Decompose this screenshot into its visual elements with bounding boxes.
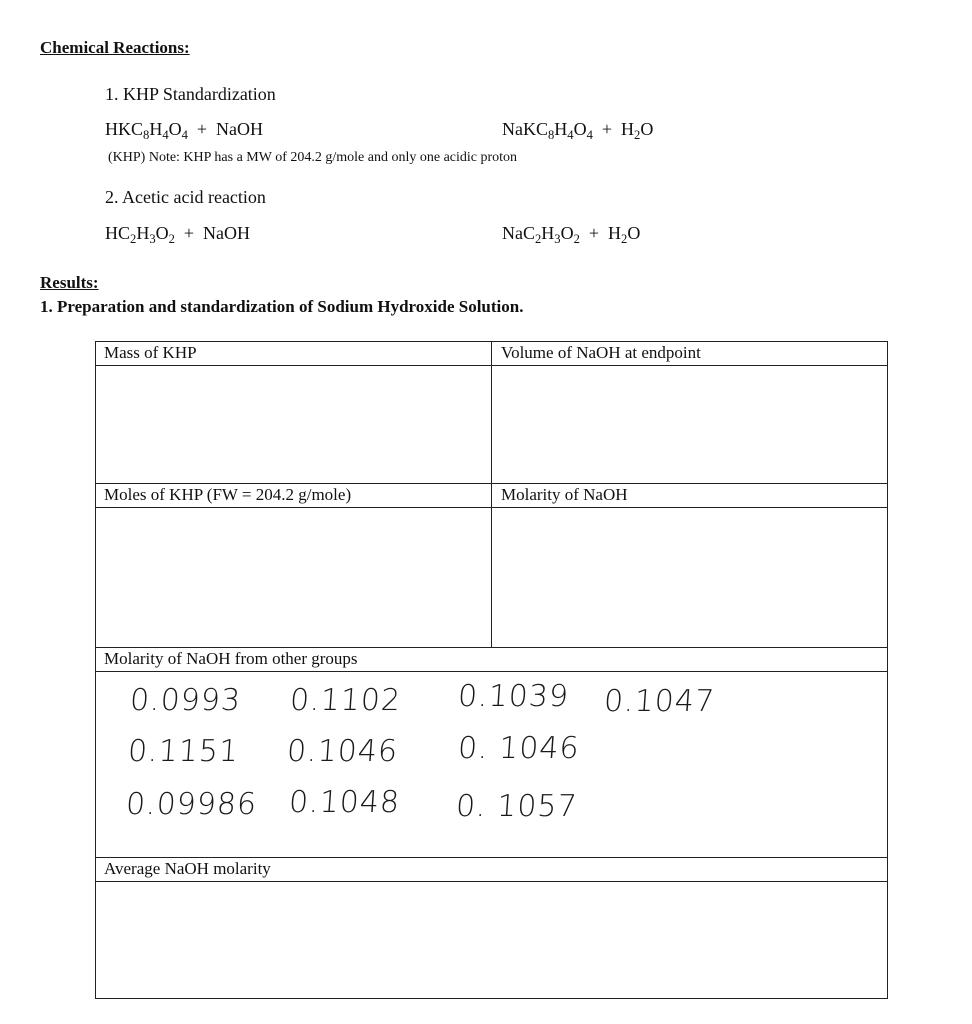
formula-subscript: 2 — [621, 231, 628, 246]
handwritten-value: 0.1048 — [287, 785, 402, 820]
formula-part: HC — [105, 223, 131, 243]
handwritten-value: 0.1039 — [456, 679, 571, 714]
molarity-naoh-label: Molarity of NaOH — [501, 485, 628, 504]
results-subheading: 1. Preparation and standardization of Sodium Hydroxide Solution. — [40, 297, 524, 316]
volume-naoh-label: Volume of NaOH at endpoint — [501, 343, 701, 362]
formula-part: + NaOH — [174, 223, 251, 243]
formula-part: + NaOH — [187, 119, 264, 139]
formula-subscript: 8 — [143, 127, 150, 142]
mass-khp-label: Mass of KHP — [104, 343, 197, 362]
average-molarity-label: Average NaOH molarity — [104, 859, 271, 878]
formula-part: H — [136, 223, 150, 243]
formula-subscript: 3 — [149, 231, 156, 246]
table-border-left — [95, 341, 96, 999]
formula-part: + H — [579, 223, 622, 243]
formula-part: O — [573, 119, 587, 139]
khp-note: (KHP) Note: KHP has a MW of 204.2 g/mole and only one acidic proton — [108, 150, 518, 165]
table-column-divider — [491, 341, 492, 648]
formula-subscript: 4 — [181, 127, 188, 142]
table-line — [95, 671, 888, 672]
formula-part: NaC — [502, 223, 535, 243]
formula-subscript: 2 — [168, 231, 175, 246]
handwritten-value: 0.1046 — [285, 734, 400, 769]
table-border-bottom — [95, 998, 888, 999]
formula-part: O — [168, 119, 182, 139]
formula-subscript: 3 — [554, 231, 561, 246]
acetic-acid-title: 2. Acetic acid reaction — [105, 187, 266, 207]
formula-subscript: 2 — [634, 127, 641, 142]
formula-subscript: 2 — [573, 231, 580, 246]
table-line — [95, 881, 888, 882]
formula-part: H — [554, 119, 568, 139]
formula-part: H — [149, 119, 163, 139]
chemical-reactions-heading: Chemical Reactions: — [40, 38, 190, 57]
formula-subscript: 4 — [586, 127, 593, 142]
table-line — [95, 857, 888, 858]
handwritten-value: 0.1047 — [602, 684, 717, 719]
handwritten-value: 0.09986 — [124, 787, 259, 822]
handwritten-value: 0.1151 — [126, 734, 241, 769]
formula-part: O — [627, 223, 641, 243]
formula-part: O — [560, 223, 574, 243]
formula-part: O — [155, 223, 169, 243]
formula-part: O — [640, 119, 654, 139]
handwritten-value: 0. 1046 — [456, 731, 581, 766]
formula-part: HKC — [105, 119, 144, 139]
formula-part: + H — [592, 119, 635, 139]
formula-subscript: 4 — [162, 127, 169, 142]
formula-part: NaKC — [502, 119, 548, 139]
results-heading: Results: — [40, 273, 99, 292]
formula-part: H — [541, 223, 555, 243]
handwritten-value: 0.0993 — [128, 683, 243, 718]
khp-standardization-title: 1. KHP Standardization — [105, 84, 276, 104]
other-groups-label: Molarity of NaOH from other groups — [104, 649, 358, 668]
formula-subscript: 4 — [567, 127, 574, 142]
formula-subscript: 2 — [535, 231, 542, 246]
handwritten-value: 0. 1057 — [454, 789, 579, 824]
table-border-right — [887, 341, 888, 999]
handwritten-value: 0.1102 — [288, 683, 403, 718]
moles-khp-label: Moles of KHP (FW = 204.2 g/mole) — [104, 485, 352, 504]
formula-subscript: 2 — [130, 231, 137, 246]
formula-subscript: 8 — [548, 127, 555, 142]
